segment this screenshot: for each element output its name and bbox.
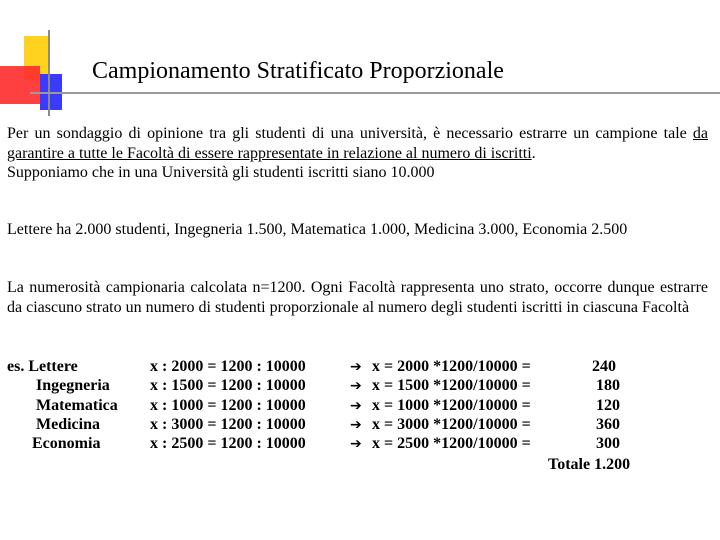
calc-proportion: x : 2500 = 1200 : 10000 <box>150 435 306 452</box>
calc-formula: x = 3000 *1200/10000 = <box>372 416 531 433</box>
calc-label: Medicina <box>36 416 100 433</box>
arrow-icon: ➔ <box>350 359 362 375</box>
calc-row-medicina <box>0 415 720 435</box>
calc-row-ingegneria <box>0 376 720 396</box>
calc-formula: x = 2500 *1200/10000 = <box>372 435 531 452</box>
calc-result: 300 <box>596 435 620 452</box>
calc-result: 120 <box>596 397 620 414</box>
calc-row-economia <box>0 434 720 454</box>
arrow-icon: ➔ <box>350 398 362 414</box>
deco-horizontal-line <box>30 92 720 94</box>
intro-paragraph <box>7 124 708 183</box>
calc-row-matematica <box>0 396 720 416</box>
calc-result: 240 <box>592 358 616 375</box>
calc-result: 360 <box>596 416 620 433</box>
intro-underlined-text: da garantire a tutte le Facoltà di essere rappresentate in relazione al numero di iscritti <box>7 125 708 162</box>
intro-text: Per un sondaggio di opinione tra gli studenti di una università, è necessario estrarre un campione tale <box>7 125 693 142</box>
calc-label: Matematica <box>36 397 118 414</box>
total-label: Totale 1.200 <box>548 456 631 473</box>
intro-period: . <box>531 144 536 162</box>
calc-formula: x = 1500 *1200/10000 = <box>372 377 531 394</box>
population-text: Supponiamo che in una Università gli studenti iscritti siano 10.000 <box>7 164 435 181</box>
calc-proportion: x : 1500 = 1200 : 10000 <box>150 377 306 394</box>
calc-proportion: x : 1000 = 1200 : 10000 <box>150 397 306 414</box>
calc-formula: x = 1000 *1200/10000 = <box>372 397 531 414</box>
arrow-icon: ➔ <box>350 378 362 394</box>
arrow-icon: ➔ <box>350 436 362 452</box>
calc-label: Ingegneria <box>36 377 110 394</box>
faculties-paragraph: Lettere ha 2.000 studenti, Ingegneria 1.500, Matematica 1.000, Medicina 3.000, Economia 2.500 <box>7 221 628 238</box>
calc-proportion: x : 3000 = 1200 : 10000 <box>150 416 306 433</box>
calc-formula: x = 2000 *1200/10000 = <box>372 358 531 375</box>
calc-result: 180 <box>596 377 620 394</box>
slide-title: Campionamento Stratificato Proporzionale <box>92 58 504 84</box>
calc-label: es. Lettere <box>7 358 78 375</box>
calc-proportion: x : 2000 = 1200 : 10000 <box>150 358 306 375</box>
arrow-icon: ➔ <box>350 417 362 433</box>
deco-red-square <box>0 66 40 104</box>
deco-vertical-line <box>48 30 50 116</box>
sample-paragraph: La numerosità campionaria calcolata n=1200. Ogni Facoltà rappresenta uno strato, occorre dunque estrarre da ciascuno strato un numero di studenti proporzionale al numero degli studenti iscritti in ciascuna Facoltà <box>7 279 708 316</box>
calc-label: Economia <box>32 435 101 452</box>
calc-row-lettere <box>0 357 720 377</box>
